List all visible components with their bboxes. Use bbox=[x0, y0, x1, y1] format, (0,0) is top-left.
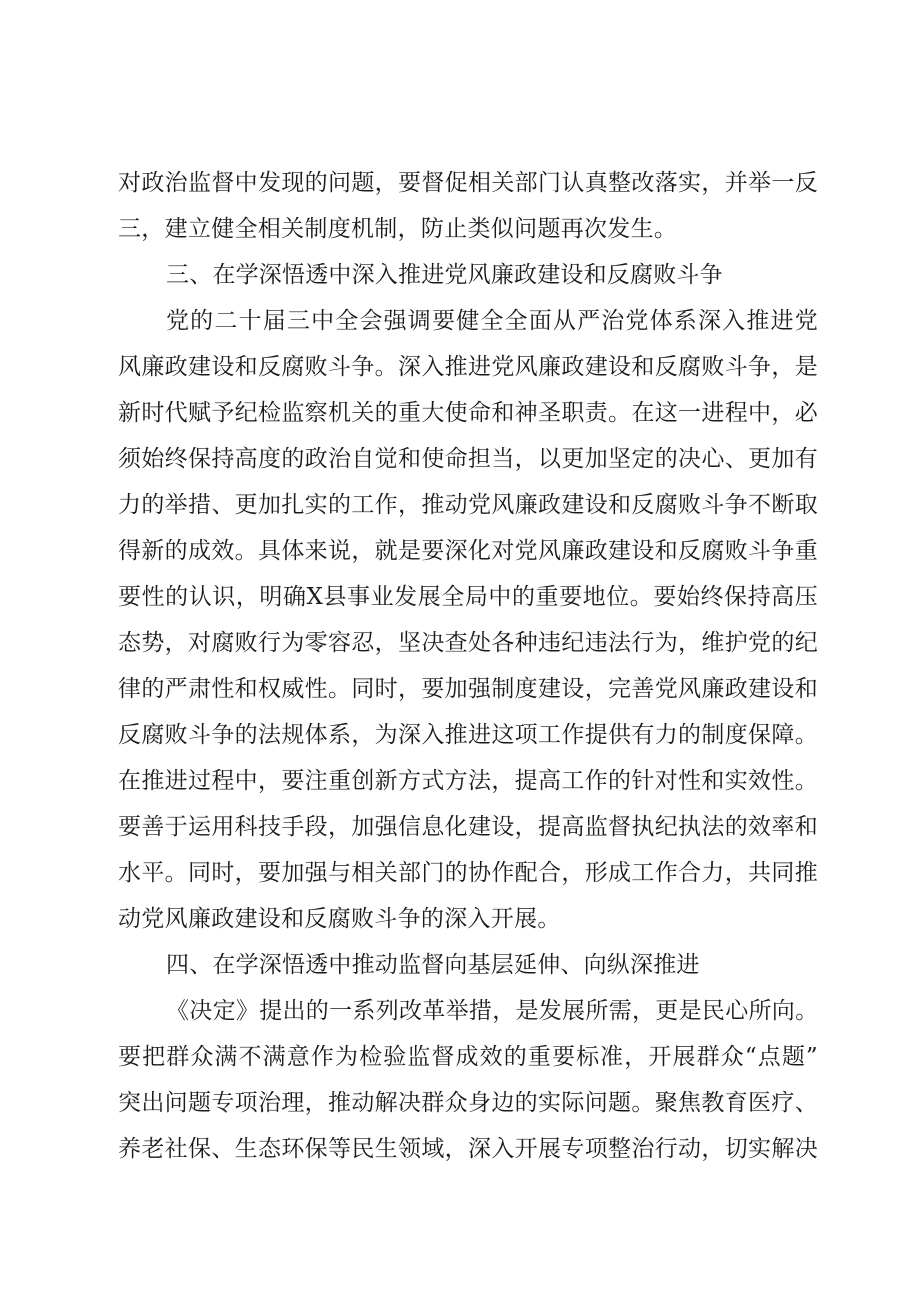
paragraph-3-line-3: 突出问题专项治理，推动解决群众身边的实际问题。聚焦教育医疗、 bbox=[118, 1090, 818, 1116]
paragraph-2-line-4: 须始终保持高度的政治自觉和使命担当，以更加坚定的决心、更加有 bbox=[118, 446, 818, 472]
section-heading-3: 三、在学深悟透中深入推进党风廉政建设和反腐败斗争 bbox=[166, 262, 723, 288]
paragraph-2-line-12: 要善于运用科技手段，加强信息化建设，提高监督执纪执法的效率和 bbox=[118, 814, 818, 840]
paragraph-2-line-2: 风廉政建设和反腐败斗争。深入推进党风廉政建设和反腐败斗争，是 bbox=[118, 354, 818, 380]
paragraph-2-line-1: 党的二十届三中全会强调要健全全面从严治党体系深入推进党 bbox=[166, 308, 818, 334]
paragraph-3-line-1: 《决定》提出的一系列改革举措，是发展所需，更是民心所向。 bbox=[166, 998, 819, 1024]
paragraph-3-line-4: 养老社保、生态环保等民生领域，深入开展专项整治行动，切实解决 bbox=[118, 1136, 818, 1162]
document-body bbox=[118, 160, 818, 1172]
paragraph-1-line-2: 三，建立健全相关制度机制，防止类似问题再次发生。 bbox=[118, 216, 678, 242]
paragraph-2-line-8: 态势，对腐败行为零容忍，坚决查处各种违纪违法行为，维护党的纪 bbox=[118, 630, 818, 656]
paragraph-2-line-13: 水平。同时，要加强与相关部门的协作配合，形成工作合力，共同推 bbox=[118, 860, 818, 886]
paragraph-2-line-9: 律的严肃性和权威性。同时，要加强制度建设，完善党风廉政建设和 bbox=[118, 676, 818, 702]
paragraph-2-line-3: 新时代赋予纪检监察机关的重大使命和神圣职责。在这一进程中，必 bbox=[118, 400, 818, 426]
paragraph-2-line-14: 动党风廉政建设和反腐败斗争的深入开展。 bbox=[118, 906, 561, 932]
paragraph-2-line-10: 反腐败斗争的法规体系，为深入推进这项工作提供有力的制度保障。 bbox=[118, 722, 818, 748]
paragraph-2-line-11: 在推进过程中，要注重创新方式方法，提高工作的针对性和实效性。 bbox=[118, 768, 818, 794]
paragraph-3-line-2: 要把群众满不满意作为检验监督成效的重要标准，开展群众“点题” bbox=[118, 1044, 818, 1070]
paragraph-2-line-7: 要性的认识，明确X县事业发展全局中的重要地位。要始终保持高压 bbox=[118, 584, 818, 610]
paragraph-2-line-5: 力的举措、更加扎实的工作，推动党风廉政建设和反腐败斗争不断取 bbox=[118, 492, 818, 518]
paragraph-2-line-6: 得新的成效。具体来说，就是要深化对党风廉政建设和反腐败斗争重 bbox=[118, 538, 818, 564]
paragraph-1-line-1: 对政治监督中发现的问题，要督促相关部门认真整改落实，并举一反 bbox=[118, 170, 818, 196]
section-heading-4: 四、在学深悟透中推动监督向基层延伸、向纵深推进 bbox=[166, 952, 700, 978]
